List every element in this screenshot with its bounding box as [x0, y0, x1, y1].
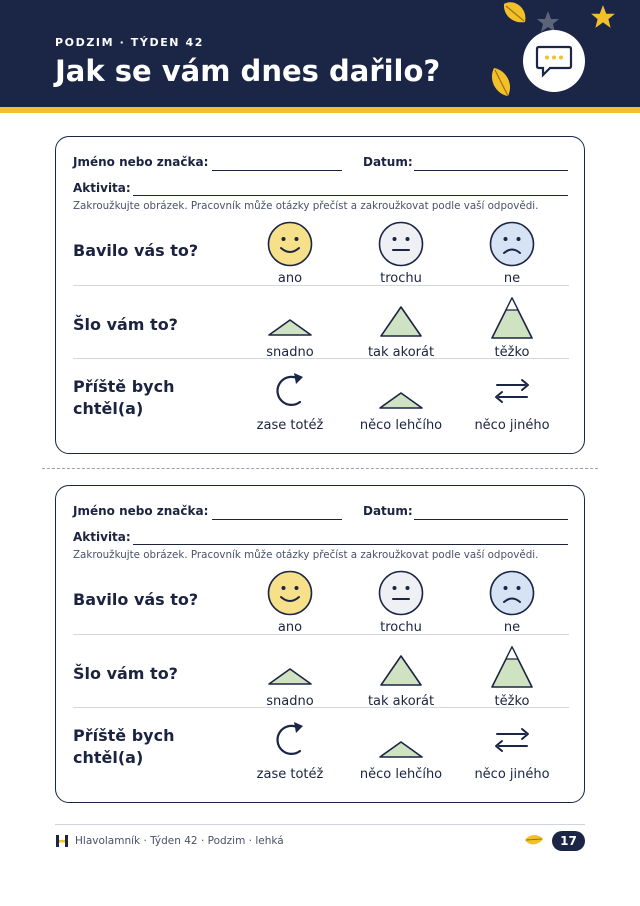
option-label: tak akorát: [367, 694, 435, 709]
option-label: něco jiného: [474, 767, 550, 782]
row-divider: [73, 707, 569, 708]
activity-field[interactable]: [133, 544, 568, 545]
question-text: Šlo vám to?: [73, 315, 178, 334]
date-label: Datum:: [363, 504, 413, 518]
speech-bubble-icon: [523, 30, 585, 92]
name-field[interactable]: [212, 519, 342, 520]
option-label: snadno: [266, 694, 314, 709]
date-label: Datum:: [363, 155, 413, 169]
footer-text: Hlavolamník · Týden 42 · Podzim · lehká: [75, 835, 284, 847]
repeat-arrow-icon[interactable]: [267, 368, 313, 418]
swap-arrows-icon[interactable]: [489, 717, 535, 767]
option-label: něco lehčího: [359, 767, 443, 782]
option-label: zase totéž: [256, 767, 324, 782]
activity-label: Aktivita:: [73, 530, 131, 544]
option-label: ne: [503, 271, 521, 286]
small-triangle-icon[interactable]: [267, 295, 313, 345]
chat-badge: [523, 30, 585, 92]
option-label: trochu: [380, 271, 422, 286]
leaf-icon: [524, 833, 544, 847]
date-field[interactable]: [414, 170, 568, 171]
leaf-icon: [488, 66, 516, 100]
cut-line: [42, 468, 598, 469]
smiley-sad-icon[interactable]: [489, 570, 535, 620]
star-icon: [590, 4, 616, 30]
question-text: Příště bych chtěl(a): [73, 726, 175, 767]
question-text: Bavilo vás to?: [73, 241, 199, 260]
footer-divider: [55, 824, 585, 825]
smiley-happy-icon[interactable]: [267, 221, 313, 271]
name-label: Jméno nebo značka:: [73, 504, 209, 518]
instruction-text: Zakroužkujte obrázek. Pracovník může otázky přečíst a zakroužkovat podle vaší odpovědi.: [73, 200, 539, 212]
medium-triangle-icon[interactable]: [378, 644, 424, 694]
feedback-card: [55, 136, 585, 454]
activity-label: Aktivita:: [73, 181, 131, 195]
option-label: ne: [503, 620, 521, 635]
option-label: těžko: [494, 694, 530, 709]
page-title: Jak se vám dnes dařilo?: [55, 54, 441, 88]
logo-icon: [55, 834, 69, 848]
option-label: zase totéž: [256, 418, 324, 433]
leaf-icon: [500, 0, 530, 28]
name-field[interactable]: [212, 170, 342, 171]
option-label: ano: [277, 271, 303, 286]
page-number: 17: [552, 831, 585, 851]
option-label: ano: [277, 620, 303, 635]
smiley-neutral-icon[interactable]: [378, 570, 424, 620]
option-label: trochu: [380, 620, 422, 635]
option-label: něco jiného: [474, 418, 550, 433]
row-divider: [73, 285, 569, 286]
row-divider: [73, 358, 569, 359]
header-accent-stripe: [0, 107, 640, 113]
small-triangle-icon[interactable]: [378, 368, 424, 418]
header-kicker: PODZIM · TÝDEN 42: [55, 36, 205, 49]
option-label: tak akorát: [367, 345, 435, 360]
name-label: Jméno nebo značka:: [73, 155, 209, 169]
activity-field[interactable]: [133, 195, 568, 196]
small-triangle-icon[interactable]: [378, 717, 424, 767]
mountain-icon[interactable]: [489, 644, 535, 694]
option-label: něco lehčího: [359, 418, 443, 433]
option-label: snadno: [266, 345, 314, 360]
repeat-arrow-icon[interactable]: [267, 717, 313, 767]
swap-arrows-icon[interactable]: [489, 368, 535, 418]
question-text: Šlo vám to?: [73, 664, 178, 683]
smiley-happy-icon[interactable]: [267, 570, 313, 620]
instruction-text: Zakroužkujte obrázek. Pracovník může otázky přečíst a zakroužkovat podle vaší odpovědi.: [73, 549, 539, 561]
date-field[interactable]: [414, 519, 568, 520]
option-label: těžko: [494, 345, 530, 360]
smiley-sad-icon[interactable]: [489, 221, 535, 271]
medium-triangle-icon[interactable]: [378, 295, 424, 345]
question-text: Příště bych chtěl(a): [73, 377, 175, 418]
mountain-icon[interactable]: [489, 295, 535, 345]
feedback-card: [55, 485, 585, 803]
row-divider: [73, 634, 569, 635]
small-triangle-icon[interactable]: [267, 644, 313, 694]
question-text: Bavilo vás to?: [73, 590, 199, 609]
smiley-neutral-icon[interactable]: [378, 221, 424, 271]
